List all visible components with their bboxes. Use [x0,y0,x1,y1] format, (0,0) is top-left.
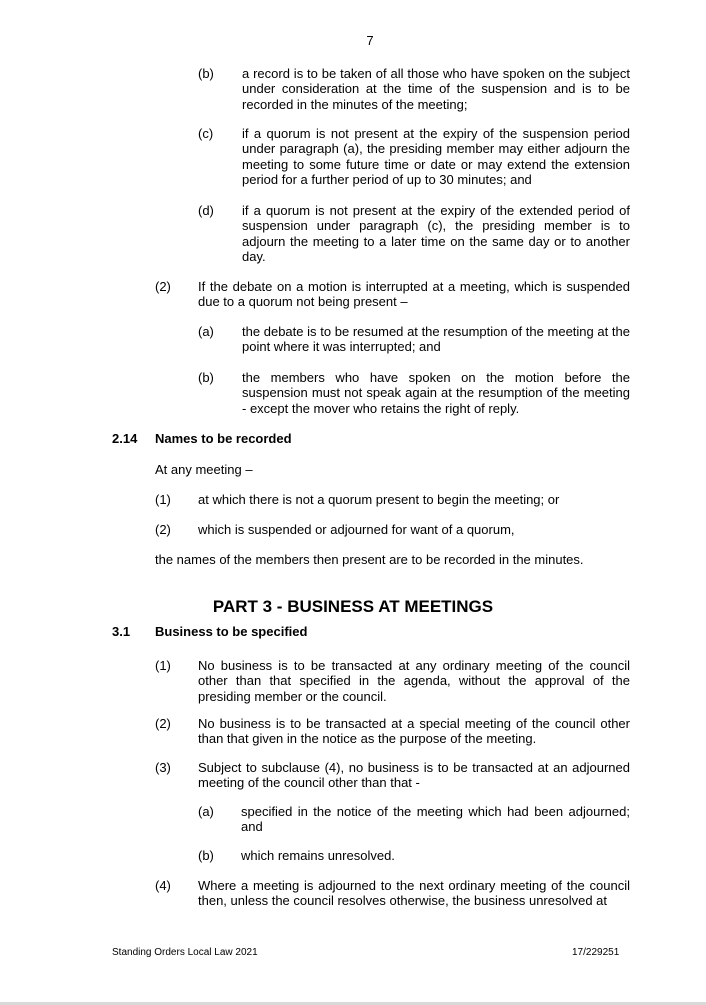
list-item-text: which is suspended or adjourned for want of a quorum, [198,522,515,537]
subclause-label-2b: (2) [155,716,171,731]
subclause-text-1: No business is to be transacted at any ordinary meeting of the council other than that specified in the agenda, without the approval of the presiding member or the council. [198,658,630,704]
clause-text-d: if a quorum is not present at the expiry of the extended period of suspension under paragraph (c), the presiding member is to adjourn the meeting to a later time on the same day or to another day. [242,203,630,265]
clause-label-d: (d) [198,203,214,218]
clause-text-b: a record is to be taken of all those who have spoken on the subject under consideration at the time of the suspension and is to be recorded in the minutes of the meeting; [242,66,630,112]
list-item-text: at which there is not a quorum present to begin the meeting; or [198,492,560,507]
clause-text-a2: the debate is to be resumed at the resumption of the meeting at the point where it was interrupted; and [242,324,630,355]
clause-label-3b: (b) [198,848,214,863]
page-number: 7 [366,33,374,48]
footer-reference: 17/229251 [572,947,620,958]
section-title-3-1: Business to be specified [155,624,308,639]
clause-label-a2: (a) [198,324,214,339]
subclause-text-4: Where a meeting is adjourned to the next ordinary meeting of the council then, unless the council resolves otherwise, the business unresolved at [198,878,630,909]
clause-text-3a: specified in the notice of the meeting which had been adjourned; and [241,804,630,835]
subclause-label-3: (3) [155,760,171,775]
clause-text-3b: which remains unresolved. [241,848,395,863]
section-number-2-14: 2.14 [112,431,138,446]
section-intro-2-14: At any meeting – [155,462,253,477]
section-title-2-14: Names to be recorded [155,431,292,446]
section-number-3-1: 3.1 [112,624,131,639]
subclause-label-4: (4) [155,878,171,893]
subclause-text-2b: No business is to be transacted at a special meeting of the council other than that given in the notice as the purpose of the meeting. [198,716,630,747]
clause-text-c: if a quorum is not present at the expiry of the suspension period under paragraph (a), the presiding member may either adjourn the meeting to some future time or date or may extend the extension period for a further period of up to 30 minutes; and [242,126,630,188]
clause-label-b: (b) [198,66,214,81]
subclause-label-1: (1) [155,658,171,673]
footer-title: Standing Orders Local Law 2021 [112,947,258,958]
list-item-label: (1) [155,492,171,507]
clause-label-3a: (a) [198,804,214,819]
subclause-text-3: Subject to subclause (4), no business is to be transacted at an adjourned meeting of the council other than that - [198,760,630,791]
list-item-label: (2) [155,522,171,537]
subclause-text-2: If the debate on a motion is interrupted at a meeting, which is suspended due to a quorum not being present – [198,279,630,310]
subclause-label-2: (2) [155,279,171,294]
clause-label-c: (c) [198,126,214,141]
clause-text-b2: the members who have spoken on the motion before the suspension must not speak again at the resumption of the meeting - except the mover who retains the right of reply. [242,370,630,416]
section-closing-2-14: the names of the members then present are to be recorded in the minutes. [155,552,584,567]
clause-label-b2: (b) [198,370,214,385]
part-heading: PART 3 - BUSINESS AT MEETINGS [212,597,494,616]
